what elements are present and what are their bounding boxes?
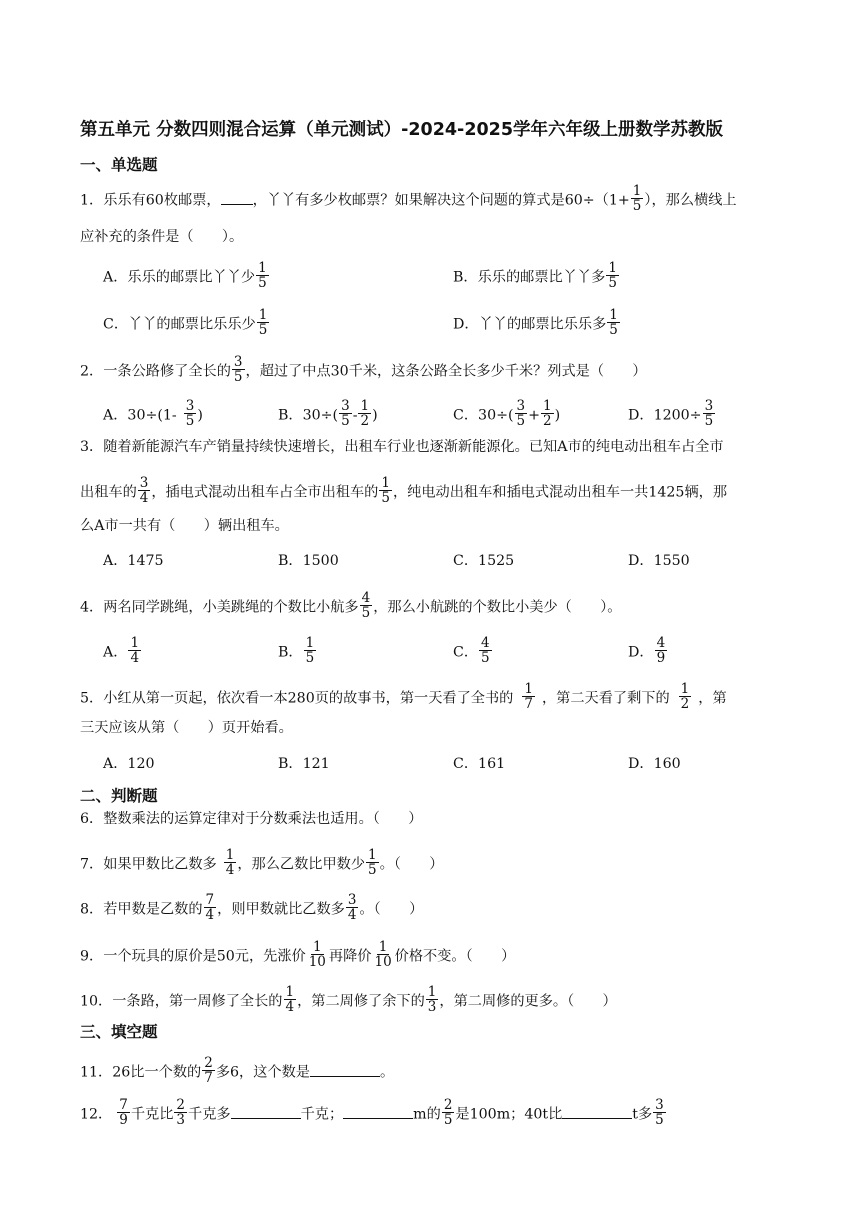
question-2-option-c[interactable]: C．30÷( $\frac{3}{5}$ + $\frac{1}{2}$ ) xyxy=(453,398,561,430)
question-12: 12． $\frac{7}{9}$ 千克比 $\frac{2}{3}$ 千克多 千克； m的 $\frac{2}{5}$ 是100m；40t比 t多 $\frac{3}{5}$ xyxy=(80,1097,664,1129)
fraction: $\frac{1}{10}$ xyxy=(374,939,392,971)
question-4-option-b[interactable]: B． $\frac{1}{5}$ xyxy=(278,635,315,667)
fraction: $\frac{1}{5}$ xyxy=(258,260,267,292)
question-5-line-1: 5．小红从第一页起，依次看一本280页的故事书，第一天看了全书的 $\frac{1}{7}$ ，第二天看了剩下的 $\frac{1}{2}$ ，第 xyxy=(80,681,727,713)
question-1-option-d[interactable]: D．丫丫的邮票比乐乐多 $\frac{1}{5}$ xyxy=(453,307,618,339)
question-2-option-a[interactable]: A．30÷(1- $\frac{3}{5}$ ) xyxy=(103,398,203,430)
fraction: $\frac{1}{5}$ xyxy=(258,307,268,339)
question-9: 9．一个玩具的原价是50元，先涨价 $\frac{1}{10}$ 再降价 $\frac{1}{10}$ 价格不变。（ ） xyxy=(80,939,516,971)
fraction: $\frac{2}{3}$ xyxy=(176,1097,186,1129)
question-7: 7．如果甲数比乙数多 $\frac{1}{4}$ ，那么乙数比甲数少 $\frac{1}{5}$ 。（ ） xyxy=(80,847,444,879)
question-8: 8．若甲数是乙数的 $\frac{7}{4}$ ，则甲数就比乙数多 $\frac{3}{4}$ 。（ ） xyxy=(80,892,424,924)
section-heading-true-false: 二、判断题 xyxy=(80,787,158,805)
question-4-option-d[interactable]: D． $\frac{4}{9}$ xyxy=(628,635,666,667)
fraction: $\frac{3}{4}$ xyxy=(347,892,357,924)
fraction: $\frac{1}{2}$ xyxy=(360,398,370,430)
fraction: $\frac{3}{5}$ xyxy=(341,398,350,430)
question-3-option-b[interactable]: B．1500 xyxy=(278,553,339,569)
question-4-option-a[interactable]: A． $\frac{1}{4}$ xyxy=(103,635,140,667)
fraction: $\frac{1}{10}$ xyxy=(308,939,326,971)
question-11: 11．26比一个数的 $\frac{2}{7}$ 多6，这个数是 。 xyxy=(80,1055,395,1087)
fraction: $\frac{3}{5}$ xyxy=(233,354,243,386)
fraction: $\frac{2}{5}$ xyxy=(443,1097,453,1129)
fraction: $\frac{1}{2}$ xyxy=(680,681,690,713)
fraction: $\frac{3}{5}$ xyxy=(655,1097,664,1129)
question-2-option-b[interactable]: B．30÷( $\frac{3}{5}$ - $\frac{1}{2}$ ) xyxy=(278,398,378,430)
question-5-line-2: 三天应该从第（ ）页开始看。 xyxy=(80,720,293,736)
fraction: $\frac{1}{2}$ xyxy=(543,398,552,430)
fraction: $\frac{4}{5}$ xyxy=(361,590,371,622)
fraction: $\frac{3}{4}$ xyxy=(139,475,149,507)
fraction: $\frac{1}{5}$ xyxy=(608,260,617,292)
page-title: 第五单元 分数四则混合运算（单元测试）-2024-2025学年六年级上册数学苏教版 xyxy=(80,120,724,140)
fraction: $\frac{1}{5}$ xyxy=(381,475,390,507)
question-2-line-1: 2．一条公路修了全长的 $\frac{3}{5}$ ，超过了中点30千米，这条公路全长多少千米？列式是（ ） xyxy=(80,354,647,386)
fraction: $\frac{3}{5}$ xyxy=(516,398,526,430)
question-3-line-3: 么A市一共有（ ）辆出租车。 xyxy=(80,518,289,534)
fraction: $\frac{4}{5}$ xyxy=(481,635,490,667)
fraction: $\frac{2}{7}$ xyxy=(204,1055,213,1087)
fraction: $\frac{1}{5}$ xyxy=(609,307,618,339)
answer-blank[interactable] xyxy=(562,1106,632,1119)
fraction: $\frac{1}{7}$ xyxy=(524,681,533,713)
question-4-option-c[interactable]: C． $\frac{4}{5}$ xyxy=(453,635,490,667)
question-10: 10．一条路，第一周修了全长的 $\frac{1}{4}$ ，第二周修了余下的 $\frac{1}{3}$ ，第二周修的更多。（ ） xyxy=(80,984,617,1016)
question-1-option-a[interactable]: A．乐乐的邮票比丫丫少 $\frac{1}{5}$ xyxy=(103,260,267,292)
question-3-line-2: 出租车的 $\frac{3}{4}$ ，插电式混动出租车占全市出租车的 $\frac{1}{5}$ ，纯电动出租车和插电式混动出租车一共1425辆，那 xyxy=(80,475,728,507)
fraction: $\frac{3}{5}$ xyxy=(185,398,195,430)
answer-blank[interactable] xyxy=(310,1064,380,1077)
fraction: $\frac{1}{5}$ xyxy=(305,635,315,667)
question-1-option-c[interactable]: C．丫丫的邮票比乐乐少 $\frac{1}{5}$ xyxy=(103,307,268,339)
fraction: $\frac{1}{4}$ xyxy=(285,984,295,1016)
question-4-line-1: 4．两名同学跳绳，小美跳绳的个数比小航多 $\frac{4}{5}$ ，那么小航跳的个数比小美少（ ）。 xyxy=(80,590,622,622)
question-1-line-2: 应补充的条件是（ ）。 xyxy=(80,229,244,245)
question-1-line-1: 1．乐乐有60枚邮票， ，丫丫有多少枚邮票？如果解决这个问题的算式是60÷（1+ $\frac{1}{5}$ ），那么横线上 xyxy=(80,183,737,215)
answer-blank[interactable] xyxy=(343,1106,413,1119)
question-5-option-d[interactable]: D．160 xyxy=(628,756,681,772)
answer-blank[interactable] xyxy=(231,1106,301,1119)
fraction: $\frac{3}{5}$ xyxy=(704,398,714,430)
fraction: $\frac{1}{4}$ xyxy=(225,847,235,879)
fraction: $\frac{4}{9}$ xyxy=(656,635,666,667)
fraction: $\frac{1}{3}$ xyxy=(427,984,437,1016)
fraction: $\frac{1}{4}$ xyxy=(130,635,140,667)
section-heading-fill-in: 三、填空题 xyxy=(80,1023,158,1041)
question-5-option-a[interactable]: A．120 xyxy=(103,756,155,772)
section-heading-single-choice: 一、单选题 xyxy=(80,156,158,174)
question-3-option-d[interactable]: D．1550 xyxy=(628,553,690,569)
question-2-option-d[interactable]: D．1200÷ $\frac{3}{5}$ xyxy=(628,398,714,430)
question-5-option-b[interactable]: B．121 xyxy=(278,756,330,772)
question-3-option-c[interactable]: C．1525 xyxy=(453,553,515,569)
answer-blank[interactable] xyxy=(221,192,253,205)
question-3-option-a[interactable]: A．1475 xyxy=(103,553,164,569)
fraction: $\frac{7}{9}$ xyxy=(119,1097,128,1129)
fraction: $\frac{1}{5}$ xyxy=(368,847,377,879)
fraction: $\frac{7}{4}$ xyxy=(205,892,215,924)
question-6: 6．整数乘法的运算定律对于分数乘法也适用。（ ） xyxy=(80,811,423,827)
fraction: $\frac{1}{5}$ xyxy=(632,183,642,215)
question-1-option-b[interactable]: B．乐乐的邮票比丫丫多 $\frac{1}{5}$ xyxy=(453,260,617,292)
question-5-option-c[interactable]: C．161 xyxy=(453,756,506,772)
question-3-line-1: 3．随着新能源汽车产销量持续快速增长，出租车行业也逐渐新能源化。已知A市的纯电动出租车占全市 xyxy=(80,439,724,455)
